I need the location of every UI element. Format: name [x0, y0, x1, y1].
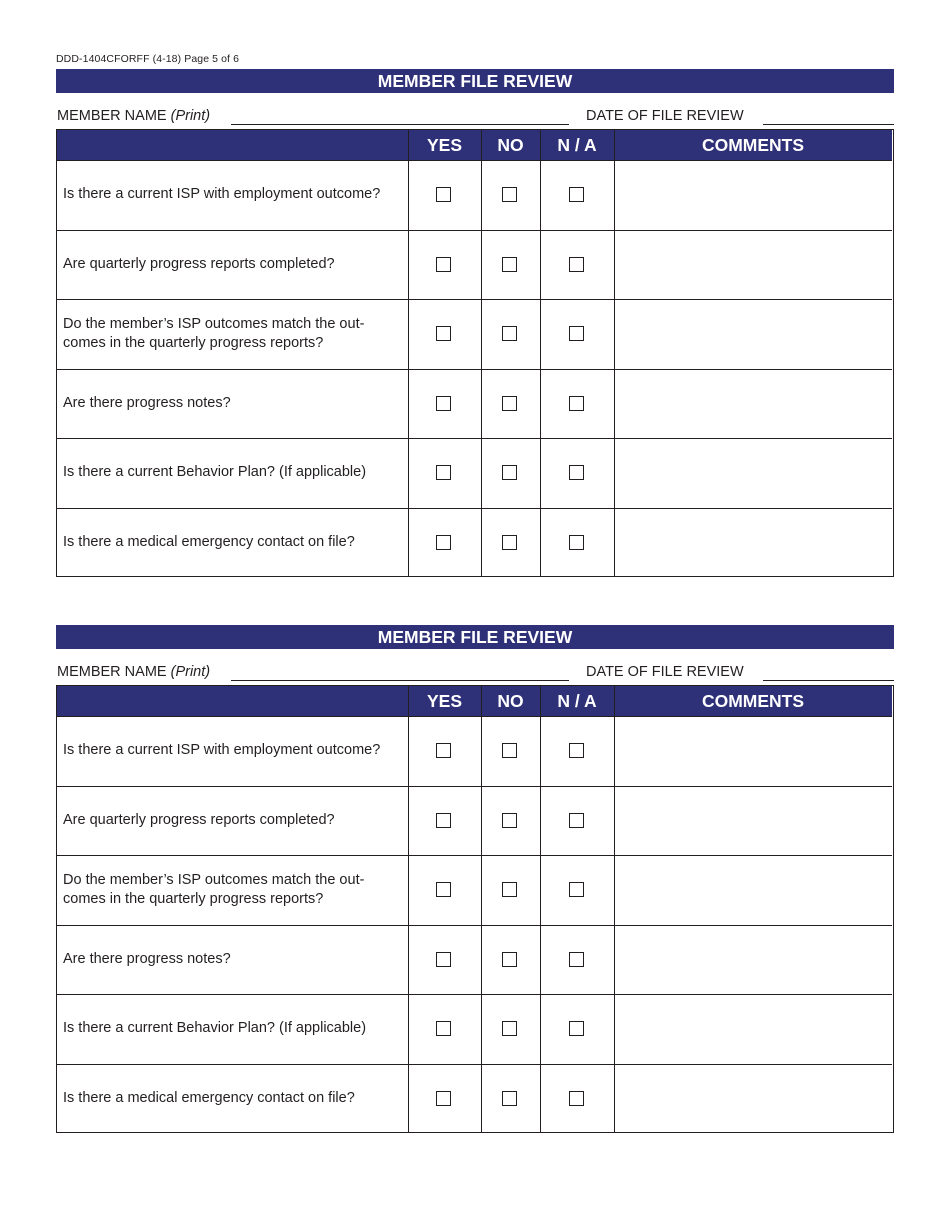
- comments-field[interactable]: [616, 717, 890, 784]
- no-checkbox[interactable]: [502, 187, 517, 202]
- table-row: [57, 1064, 892, 1133]
- no-checkbox[interactable]: [502, 326, 517, 341]
- comments-field[interactable]: [616, 856, 890, 923]
- yes-checkbox[interactable]: [436, 882, 451, 897]
- question-text: Is there a current ISP with employment outcome?: [63, 186, 381, 202]
- comments-field[interactable]: [616, 1065, 890, 1132]
- table-row: [57, 716, 892, 785]
- table-header: [57, 686, 892, 716]
- na-checkbox[interactable]: [569, 1091, 584, 1106]
- na-checkbox[interactable]: [569, 326, 584, 341]
- na-checkbox[interactable]: [569, 535, 584, 550]
- comments-field[interactable]: [616, 231, 890, 298]
- na-checkbox[interactable]: [569, 952, 584, 967]
- question-text: Are quarterly progress reports completed?: [63, 255, 335, 272]
- column-header-yes: YES: [426, 135, 463, 155]
- column-header-na: N / A: [557, 135, 597, 155]
- comments-field[interactable]: [616, 926, 890, 993]
- comments-field[interactable]: [616, 509, 890, 576]
- column-header-comments: COMMENTS: [701, 691, 805, 711]
- comments-field[interactable]: [616, 300, 890, 367]
- member-name-label: [57, 664, 210, 680]
- review-table: [56, 685, 894, 1133]
- na-checkbox[interactable]: [569, 1021, 584, 1036]
- date-of-review-label: DATE OF FILE REVIEW: [586, 664, 744, 680]
- column-header-comments: COMMENTS: [701, 135, 805, 155]
- section-title: MEMBER FILE REVIEW: [56, 69, 894, 93]
- member-name-hint: (Print): [170, 108, 211, 124]
- form-id: DDD-1404CFORFF (4-18) Page 5 of 6: [56, 53, 240, 65]
- column-header-yes: YES: [426, 691, 463, 711]
- no-checkbox[interactable]: [502, 813, 517, 828]
- table-row: [57, 160, 892, 229]
- date-of-review-field[interactable]: [763, 124, 894, 125]
- table-row: [57, 786, 892, 855]
- member-info-line: [56, 108, 894, 126]
- yes-checkbox[interactable]: [436, 535, 451, 550]
- question-text: Is there a current ISP with employment outcome?: [63, 742, 381, 758]
- na-checkbox[interactable]: [569, 187, 584, 202]
- question-text: Are there progress notes?: [63, 394, 231, 411]
- question-text: Are there progress notes?: [63, 950, 231, 967]
- no-checkbox[interactable]: [502, 465, 517, 480]
- na-checkbox[interactable]: [569, 396, 584, 411]
- no-checkbox[interactable]: [502, 396, 517, 411]
- comments-field[interactable]: [616, 161, 890, 228]
- yes-checkbox[interactable]: [436, 813, 451, 828]
- member-name-label-text: MEMBER NAME: [57, 108, 167, 124]
- column-header-no: NO: [497, 135, 524, 155]
- na-checkbox[interactable]: [569, 743, 584, 758]
- column-header-no: NO: [497, 691, 524, 711]
- na-checkbox[interactable]: [569, 813, 584, 828]
- member-name-field[interactable]: [231, 124, 569, 125]
- table-row: [57, 230, 892, 299]
- question-text: Is there a medical emergency contact on file?: [63, 533, 355, 550]
- yes-checkbox[interactable]: [436, 326, 451, 341]
- no-checkbox[interactable]: [502, 743, 517, 758]
- yes-checkbox[interactable]: [436, 257, 451, 272]
- no-checkbox[interactable]: [502, 952, 517, 967]
- yes-checkbox[interactable]: [436, 396, 451, 411]
- member-name-hint: (Print): [170, 664, 211, 680]
- question-text: Do the member’s ISP outcomes match the out-comes in the quarterly progress reports?: [63, 871, 365, 907]
- no-checkbox[interactable]: [502, 882, 517, 897]
- table-row: [57, 925, 892, 994]
- member-info-line: [56, 664, 894, 682]
- question-text: Is there a current Behavior Plan? (If applicable): [63, 1020, 367, 1036]
- table-header: [57, 130, 892, 160]
- date-of-review-field[interactable]: [763, 680, 894, 681]
- date-of-review-label: DATE OF FILE REVIEW: [586, 108, 744, 124]
- na-checkbox[interactable]: [569, 882, 584, 897]
- comments-field[interactable]: [616, 370, 890, 437]
- yes-checkbox[interactable]: [436, 952, 451, 967]
- member-name-label: [57, 108, 210, 124]
- no-checkbox[interactable]: [502, 1091, 517, 1106]
- no-checkbox[interactable]: [502, 257, 517, 272]
- yes-checkbox[interactable]: [436, 743, 451, 758]
- question-text: Is there a current Behavior Plan? (If applicable): [63, 464, 367, 480]
- member-name-field[interactable]: [231, 680, 569, 681]
- table-row: [57, 438, 892, 507]
- yes-checkbox[interactable]: [436, 187, 451, 202]
- yes-checkbox[interactable]: [436, 465, 451, 480]
- column-header-na: N / A: [557, 691, 597, 711]
- yes-checkbox[interactable]: [436, 1021, 451, 1036]
- question-text: Are quarterly progress reports completed?: [63, 811, 335, 828]
- comments-field[interactable]: [616, 995, 890, 1062]
- na-checkbox[interactable]: [569, 257, 584, 272]
- question-text: Is there a medical emergency contact on file?: [63, 1089, 355, 1106]
- no-checkbox[interactable]: [502, 1021, 517, 1036]
- table-row: [57, 994, 892, 1063]
- table-row: [57, 855, 892, 924]
- comments-field[interactable]: [616, 787, 890, 854]
- section-title: MEMBER FILE REVIEW: [56, 625, 894, 649]
- yes-checkbox[interactable]: [436, 1091, 451, 1106]
- comments-field[interactable]: [616, 439, 890, 506]
- table-row: [57, 508, 892, 577]
- na-checkbox[interactable]: [569, 465, 584, 480]
- member-name-label-text: MEMBER NAME: [57, 664, 167, 680]
- table-row: [57, 299, 892, 368]
- review-table: [56, 129, 894, 577]
- question-text: Do the member’s ISP outcomes match the out-comes in the quarterly progress reports?: [63, 315, 365, 351]
- table-row: [57, 369, 892, 438]
- no-checkbox[interactable]: [502, 535, 517, 550]
